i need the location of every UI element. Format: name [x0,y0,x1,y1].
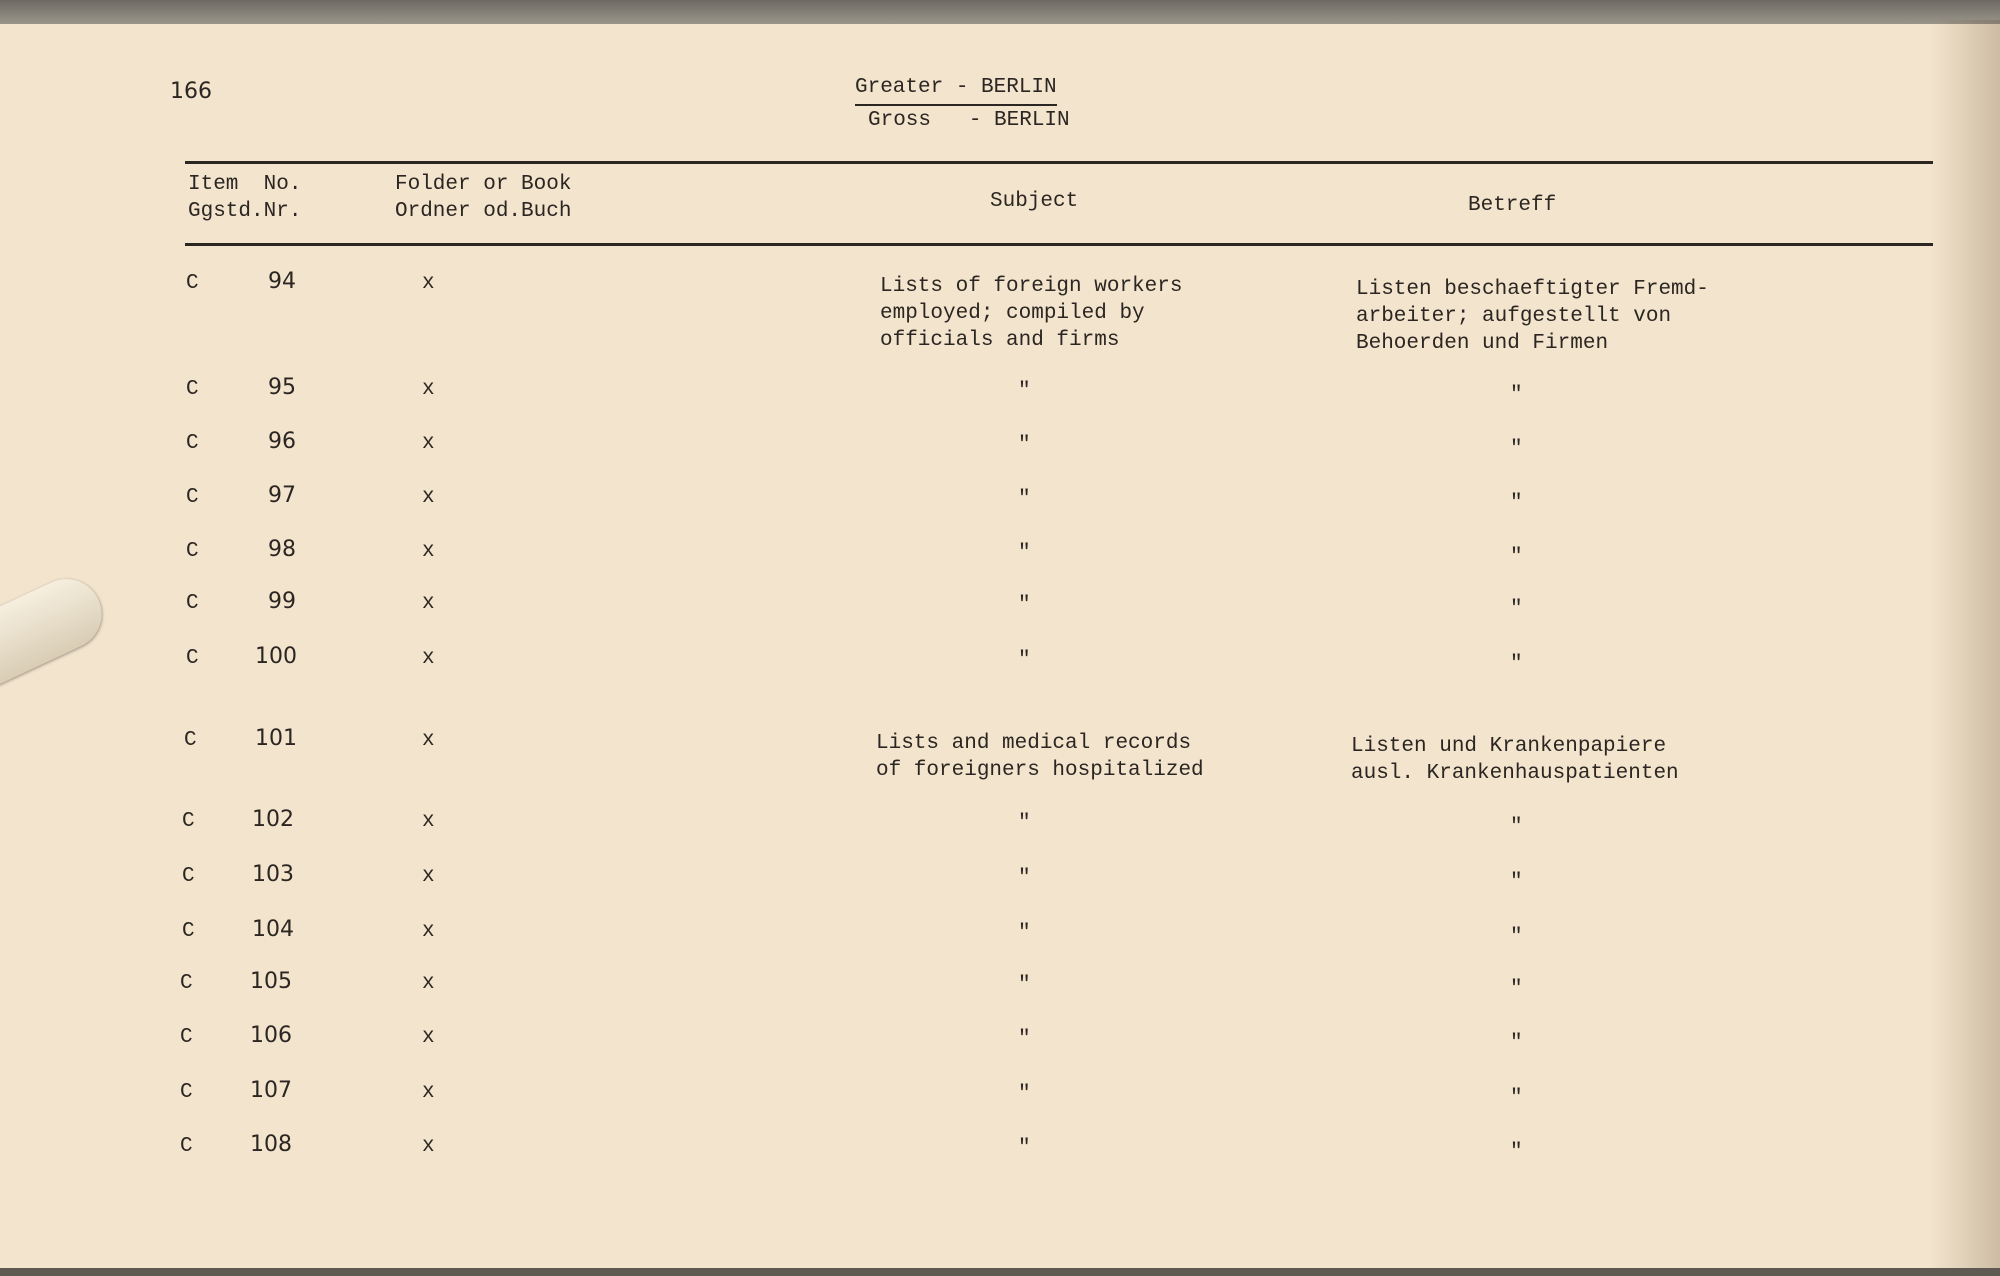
item-number: 96 [268,429,296,454]
folder-marker: x [422,540,435,563]
folder-marker: x [422,1026,435,1049]
item-prefix: C [182,865,195,888]
subject-ditto: " [1018,974,1031,997]
subject-ditto: " [1018,812,1031,835]
subject-text: Lists and medical records of foreigners hospitalized [876,732,1204,782]
scan-bottom-edge [0,1268,2000,1276]
item-prefix: C [186,647,199,670]
item-number: 101 [255,726,297,751]
item-prefix: C [180,972,193,995]
header-subject: Subject [990,190,1079,213]
subject-ditto: " [1018,922,1031,945]
scan-top-edge [0,0,2000,24]
folder-marker: x [422,592,435,615]
item-prefix: C [186,540,199,563]
header-folder-en: Folder or Book [395,173,572,196]
page-number: 166 [170,79,212,104]
item-prefix: C [184,729,197,752]
folder-marker: x [422,272,435,295]
folder-marker: x [422,972,435,995]
folder-marker: x [422,432,435,455]
title-english: Greater - BERLIN [855,74,1057,106]
item-prefix: C [180,1135,193,1158]
header-item-no [188,171,301,225]
betreff-ditto: " [1510,816,1523,839]
title-german: Gross - BERLIN [868,109,1070,132]
betreff-ditto: " [1510,598,1523,621]
page-tab [0,568,113,693]
item-number: 105 [250,969,292,994]
item-number: 106 [250,1023,292,1048]
header-item-no-de: Ggstd.Nr. [188,200,302,223]
header-item-no-en: Item No. [188,173,302,196]
header-betreff: Betreff [1468,194,1557,217]
folder-marker: x [422,378,435,401]
betreff-ditto: " [1510,1141,1523,1164]
header-rule-top [185,161,1933,164]
item-prefix: C [186,432,199,455]
folder-marker: x [422,1135,435,1158]
item-number: 108 [250,1132,292,1157]
header-folder-de: Ordner od.Buch [395,200,572,223]
betreff-text: Listen und Krankenpapiere ausl. Krankenhauspatienten [1351,735,1679,785]
folder-marker: x [422,865,435,888]
subject-ditto: " [1018,434,1031,457]
item-prefix: C [186,378,199,401]
subject-ditto: " [1018,867,1031,890]
subject-ditto: " [1018,380,1031,403]
folder-marker: x [422,729,435,752]
item-prefix: C [186,592,199,615]
item-prefix: C [186,486,199,509]
item-prefix: C [180,1081,193,1104]
item-number: 104 [252,917,294,942]
subject-ditto: " [1018,1028,1031,1051]
betreff-ditto: " [1510,492,1523,515]
item-number: 94 [268,269,296,294]
item-prefix: C [186,272,199,295]
item-number: 103 [252,862,294,887]
item-number: 99 [268,589,296,614]
betreff-ditto: " [1510,653,1523,676]
header-rule-bottom [185,243,1933,246]
subject-text: Lists of foreign workers employed; compiled by officials and firms [880,275,1183,352]
page-shadow [1930,20,2000,1276]
item-number: 98 [268,537,296,562]
betreff-ditto: " [1510,1032,1523,1055]
betreff-ditto: " [1510,978,1523,1001]
item-number: 107 [250,1078,292,1103]
betreff-text: Listen beschaeftigter Fremd- arbeiter; aufgestellt von Behoerden und Firmen [1356,278,1709,355]
subject-ditto: " [1018,1137,1031,1160]
folder-marker: x [422,486,435,509]
item-number: 95 [268,375,296,400]
betreff-ditto: " [1510,926,1523,949]
item-number: 97 [268,483,296,508]
betreff-ditto: " [1510,384,1523,407]
subject-ditto: " [1018,488,1031,511]
folder-marker: x [422,920,435,943]
item-number: 102 [252,807,294,832]
subject-ditto: " [1018,594,1031,617]
item-prefix: C [182,920,195,943]
folder-marker: x [422,647,435,670]
folder-marker: x [422,810,435,833]
subject-ditto: " [1018,649,1031,672]
item-prefix: C [182,810,195,833]
betreff-ditto: " [1510,871,1523,894]
subject-ditto: " [1018,1083,1031,1106]
header-folder [395,171,571,225]
folder-marker: x [422,1081,435,1104]
betreff-ditto: " [1510,438,1523,461]
subject-ditto: " [1018,542,1031,565]
item-number: 100 [255,644,297,669]
betreff-ditto: " [1510,546,1523,569]
item-prefix: C [180,1026,193,1049]
betreff-ditto: " [1510,1087,1523,1110]
